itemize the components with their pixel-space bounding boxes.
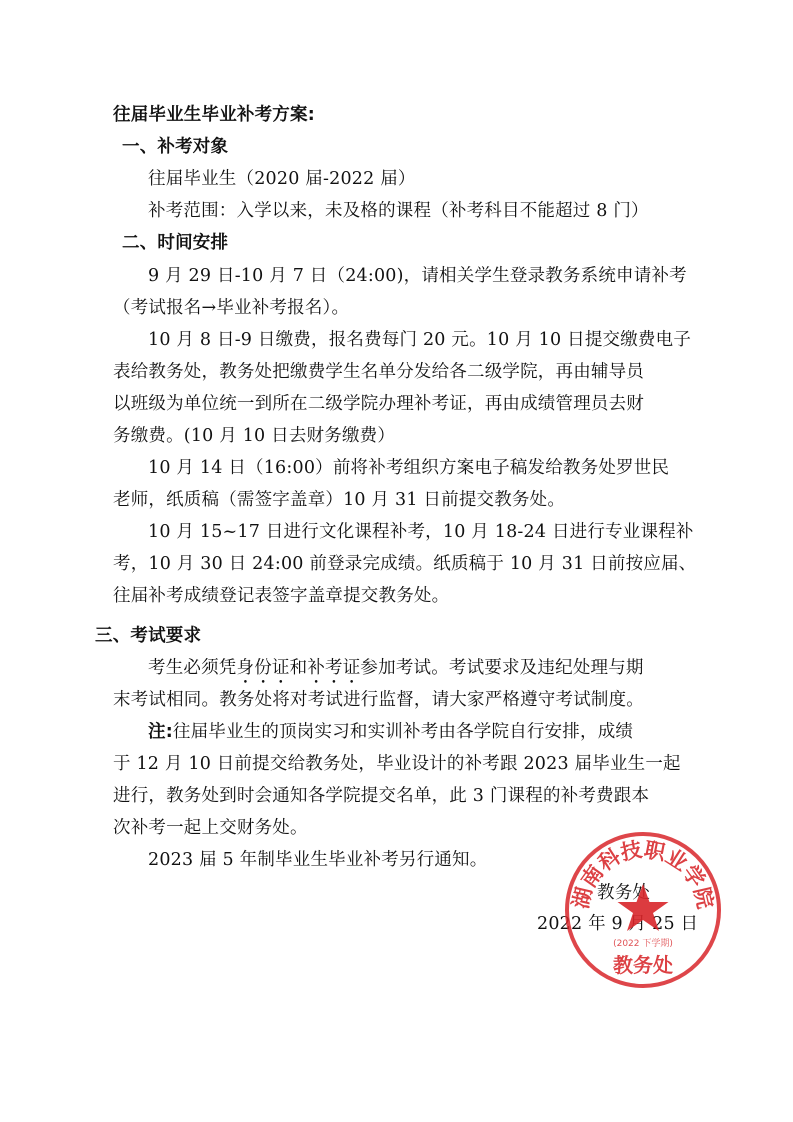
text-fragment: 和 xyxy=(289,658,308,678)
signature-office: 教务处 xyxy=(597,883,651,903)
section-3-last-paragraph: 2023 届 5 年制毕业生毕业补考另行通知。 xyxy=(148,850,488,870)
id-card-emphasis: 身份证 xyxy=(236,658,290,678)
section-3-note-line3: 进行，教务处到时会通知各学院提交名单，此 3 门课程的补考费跟本 xyxy=(113,786,650,806)
section-3-note-line4: 次补考一起上交财务处。 xyxy=(113,818,308,838)
note-text: 往届毕业生的顶岗实习和实训补考由各学院自行安排，成绩 xyxy=(172,722,634,742)
section-2-p3-line1: 10 月 14 日（16:00）前将补考组织方案电子稿发给教务处罗世民 xyxy=(148,458,670,478)
seal-star-icon xyxy=(618,884,669,931)
exam-card-emphasis: 补考证 xyxy=(307,658,361,678)
section-2-p4-line3: 往届补考成绩登记表签字盖章提交教务处。 xyxy=(113,586,450,606)
official-seal-stamp xyxy=(563,830,723,990)
section-3-heading: 三、考试要求 xyxy=(95,626,202,646)
section-1-heading: 一、补考对象 xyxy=(122,137,229,157)
section-2-p1-line1: 9 月 29 日-10 月 7 日（24:00)，请相关学生登录教务系统申请补考 xyxy=(148,266,687,286)
section-3-note-line1 xyxy=(148,721,633,743)
section-2-p2-line4: 务缴费。(10 月 10 日去财务缴费） xyxy=(113,426,396,446)
text-fragment: 考生必须凭 xyxy=(148,658,237,678)
note-label: 注: xyxy=(148,722,173,742)
section-2-p1-line2: （考试报名→毕业补考报名）。 xyxy=(113,298,350,318)
section-2-p3-line2: 老师，纸质稿（需签字盖章）10 月 31 日前提交教务处。 xyxy=(113,490,566,510)
section-2-p2-line3: 以班级为单位统一到所在二级学院办理补考证，再由成绩管理员去财 xyxy=(113,394,644,414)
section-2-p4-line2: 考，10 月 30 日 24:00 前登录完成绩。纸质稿于 10 月 31 日前按应届、 xyxy=(113,554,697,574)
section-3-note-line2: 于 12 月 10 日前提交给教务处，毕业设计的补考跟 2023 届毕业生一起 xyxy=(113,754,681,774)
seal-bottom-text: 教务处 xyxy=(613,953,673,977)
seal-arc-text: 湖南科技职业学院 xyxy=(568,837,718,911)
section-2-p2-line2: 表给教务处，教务处把缴费学生名单分发给各二级学院，再由辅导员 xyxy=(113,362,644,382)
text-fragment: 参加考试。考试要求及违纪处理与期 xyxy=(360,658,644,678)
section-2-heading: 二、时间安排 xyxy=(122,233,229,253)
document-title: 往届毕业生毕业补考方案: xyxy=(113,105,315,125)
section-1-scope: 补考范围：入学以来，未及格的课程（补考科目不能超过 8 门） xyxy=(148,201,649,221)
section-2-p4-line1: 10 月 15~17 日进行文化课程补考，10 月 18-24 日进行专业课程补 xyxy=(148,522,694,542)
section-3-p1-line1 xyxy=(148,657,644,688)
signature-date: 2022 年 9 月 25 日 xyxy=(537,914,699,934)
section-1-targets: 往届毕业生（2020 届-2022 届） xyxy=(148,169,416,189)
section-2-p2-line1: 10 月 8 日-9 日缴费，报名费每门 20 元。10 月 10 日提交缴费电子 xyxy=(148,330,692,350)
section-3-p1-line2: 末考试相同。教务处将对考试进行监督，请大家严格遵守考试制度。 xyxy=(113,690,644,710)
seal-small-text: (2022 下学期) xyxy=(613,939,673,949)
